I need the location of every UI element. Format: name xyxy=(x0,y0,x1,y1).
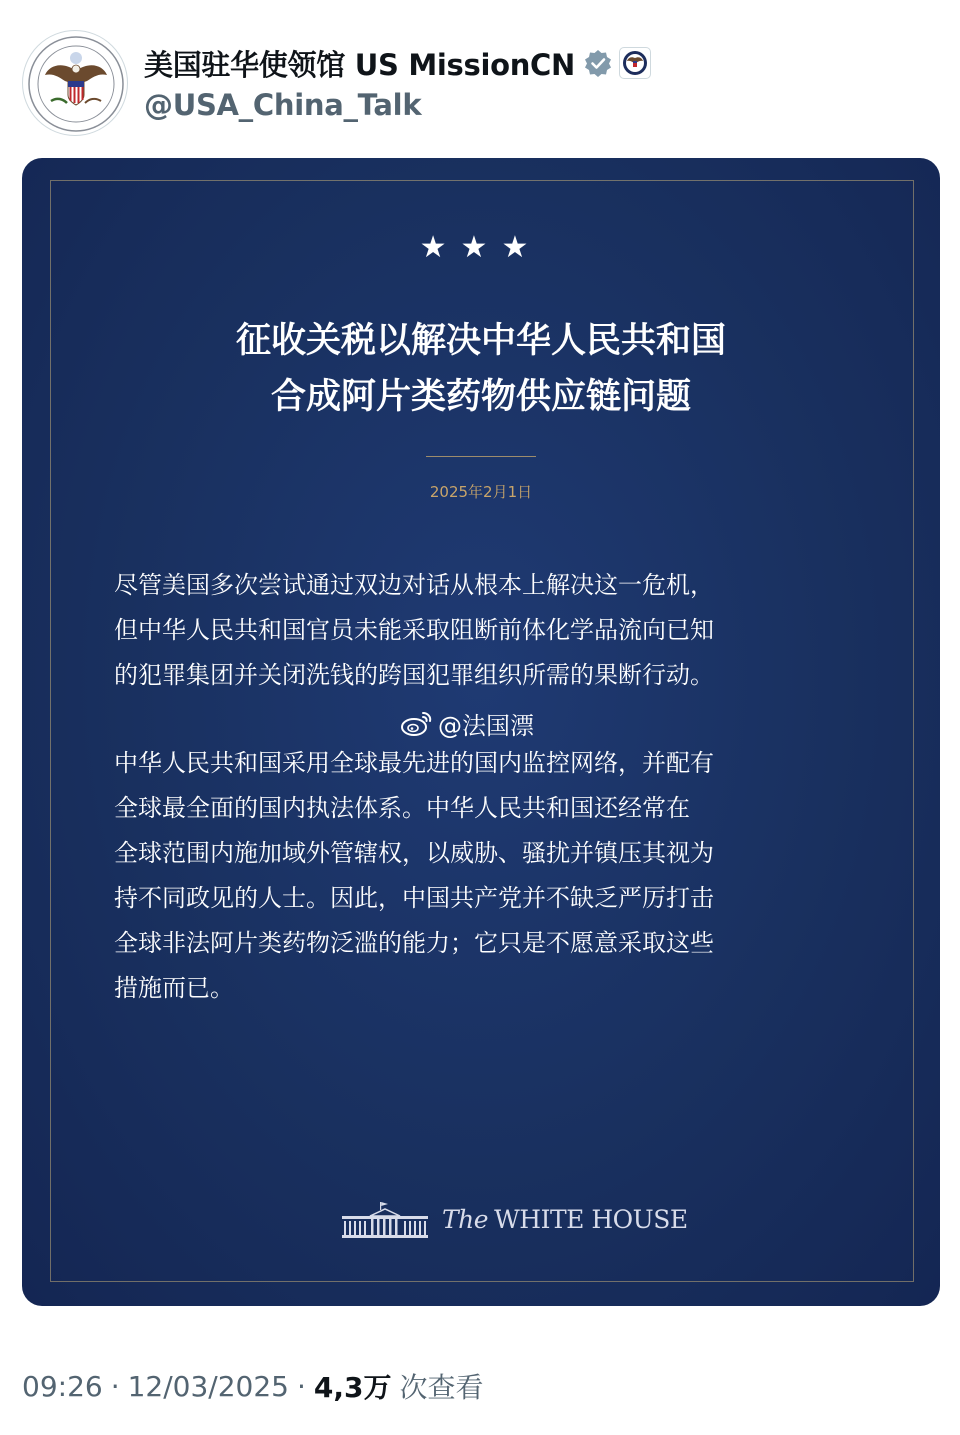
views-label[interactable]: 次查看 xyxy=(399,1371,484,1404)
display-name[interactable]: 美国驻华使领馆 US MissionCN xyxy=(144,47,576,82)
title-line: 合成阿片类药物供应链问题 xyxy=(270,376,691,417)
white-house-name: WHITE HOUSE xyxy=(494,1204,688,1234)
paragraph-line: 尽管美国多次尝试通过双边对话从根本上解决这一危机， xyxy=(114,571,714,599)
announcement-image[interactable] xyxy=(22,158,940,1306)
handle[interactable]: @USA_China_Talk xyxy=(144,88,422,122)
paragraph-line: 全球非法阿片类药物泛滥的能力；它只是不愿意采取这些 xyxy=(114,929,714,957)
watermark-text: @法国漂 xyxy=(438,711,534,740)
announcement-title xyxy=(22,313,940,425)
paragraph-line: 全球最全面的国内执法体系。中华人民共和国还经常在 xyxy=(114,794,690,822)
tweet-header xyxy=(22,30,922,140)
paragraph-2 xyxy=(114,741,874,1011)
weibo-watermark xyxy=(400,703,534,743)
state-department-seal-icon xyxy=(622,50,648,76)
name-row xyxy=(144,38,651,88)
paragraph-line: 中华人民共和国采用全球最先进的国内监控网络，并配有 xyxy=(114,749,714,777)
white-house-building-icon xyxy=(340,1198,430,1240)
meta-separator: · xyxy=(297,1369,306,1403)
announcement-date: 2025年2月1日 xyxy=(429,483,533,501)
white-house-logo xyxy=(340,1194,688,1244)
stars-icon: ★★★ xyxy=(419,230,543,265)
paragraph-line: 全球范围内施加域外管辖权，以威胁、骚扰并镇压其视为 xyxy=(114,839,714,867)
post-time[interactable]: 09:26 xyxy=(22,1369,103,1403)
tweet-meta xyxy=(22,1366,484,1406)
paragraph-line: 措施而已。 xyxy=(114,974,234,1002)
white-house-the: The xyxy=(442,1204,489,1234)
verified-badge-icon[interactable] xyxy=(583,48,613,78)
post-date[interactable]: 12/03/2025 xyxy=(127,1369,289,1403)
affiliation-badge[interactable] xyxy=(619,47,651,79)
paragraph-line: 持不同政见的人士。因此，中国共产党并不缺乏严厉打击 xyxy=(114,884,714,912)
white-house-wordmark xyxy=(442,1205,688,1234)
paragraph-line: 但中华人民共和国官员未能采取阻断前体化学品流向已知 xyxy=(114,616,714,644)
meta-separator: · xyxy=(110,1369,120,1403)
paragraph-1 xyxy=(114,563,874,698)
paragraph-line: 的犯罪集团并关闭洗钱的跨国犯罪组织所需的果断行动。 xyxy=(114,661,714,689)
avatar[interactable] xyxy=(22,30,128,136)
title-line: 征收关税以解决中华人民共和国 xyxy=(235,320,726,361)
title-divider xyxy=(426,456,536,457)
views-count[interactable]: 4,3万 xyxy=(313,1371,392,1404)
embassy-seal-icon xyxy=(23,31,128,136)
weibo-icon xyxy=(400,708,434,738)
